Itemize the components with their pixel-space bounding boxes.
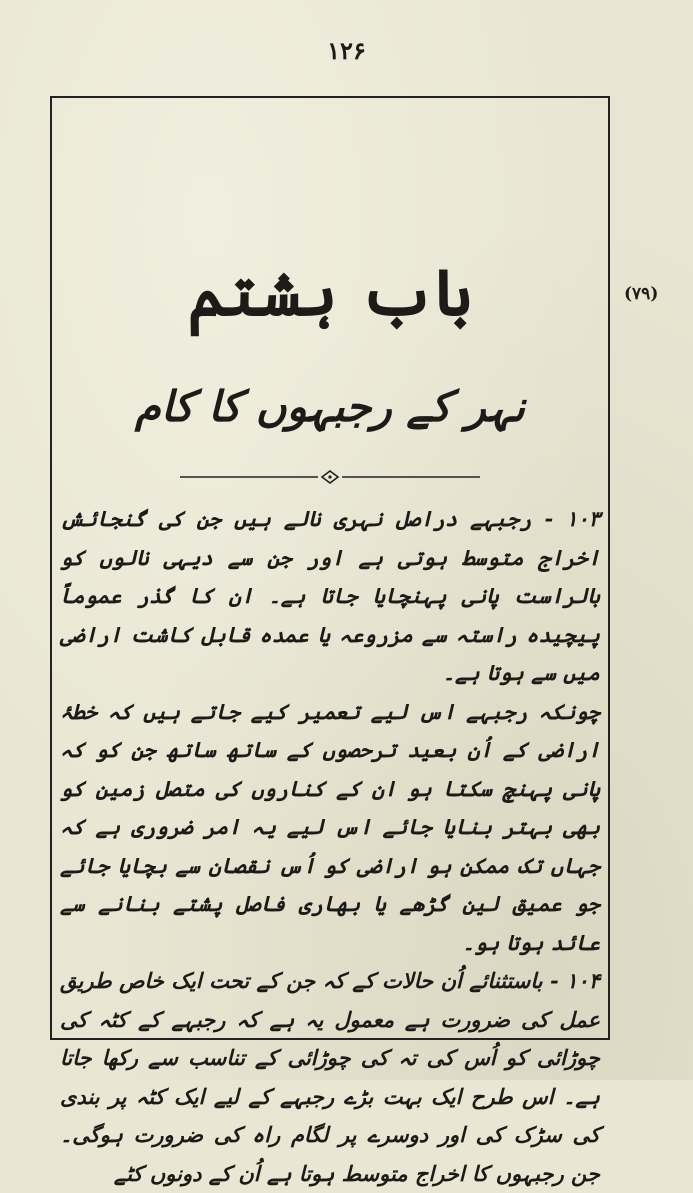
margin-note: (۷۹)	[624, 284, 659, 304]
chapter-subtitle: نہر کے رجبہوں کا کام	[134, 382, 526, 431]
paragraph-continuation: چونکہ رجبہے اس لیے تعمیر کیے جاتے ہیں کہ خطۂ اراضی کے اُن بعید ترحصوں کے ساتھ ساتھ جن کو کہ پانی پہنچ سکتا ہو ان کے کناروں کی متصل زمین کو بھی بہتر بنایا جائے اس لیے یہ امر ضروری ہے کہ جہاں تک ممکن ہو اراضی کو اُس نقصان سے بچایا جائے جو عمیق لین گڑھے یا بھاری فاصل پشتے بنانے سے عائد ہوتا ہو۔	[60, 698, 600, 955]
ornamental-divider	[180, 470, 480, 484]
body-text	[60, 500, 600, 1193]
paragraph-104: ۱۰۴ - باستثنائے اُن حالات کے کہ جن کے تحت ایک خاص طریق عمل کی ضرورت ہے معمول یہ ہے کہ رجبہے کے کٹہ کی چوڑائی کو اُس کی تہ کی چوڑائی کے تناسب سے رکھا جاتا ہے۔ اس طرح ایک بہت بڑے رجبہے کے لیے ایک کٹہ پر بندی کی سڑک کی اور دوسرے پر لگام راہ کی ضرورت ہوگی۔ جن رجبہوں کا اخراج متوسط ہوتا ہے اُن کے دونوں کٹے	[60, 968, 600, 1186]
page-number: ۱۲۶	[327, 36, 366, 65]
paragraph-103: ۱۰۳ - رجبہے دراصل نہری نالے ہیں جن کی گنجائش اخراج متوسط ہوتی ہے اور جن سے دیہی نالوں کو بالراست پانی پہنچایا جاتا ہے۔ ان کا گذر عموماً پیچیدہ راستہ سے مزروعہ یا عمدہ قابل کاشت اراضی میں سے ہوتا ہے۔	[60, 506, 600, 685]
chapter-title: باب ہشتم	[187, 256, 473, 331]
